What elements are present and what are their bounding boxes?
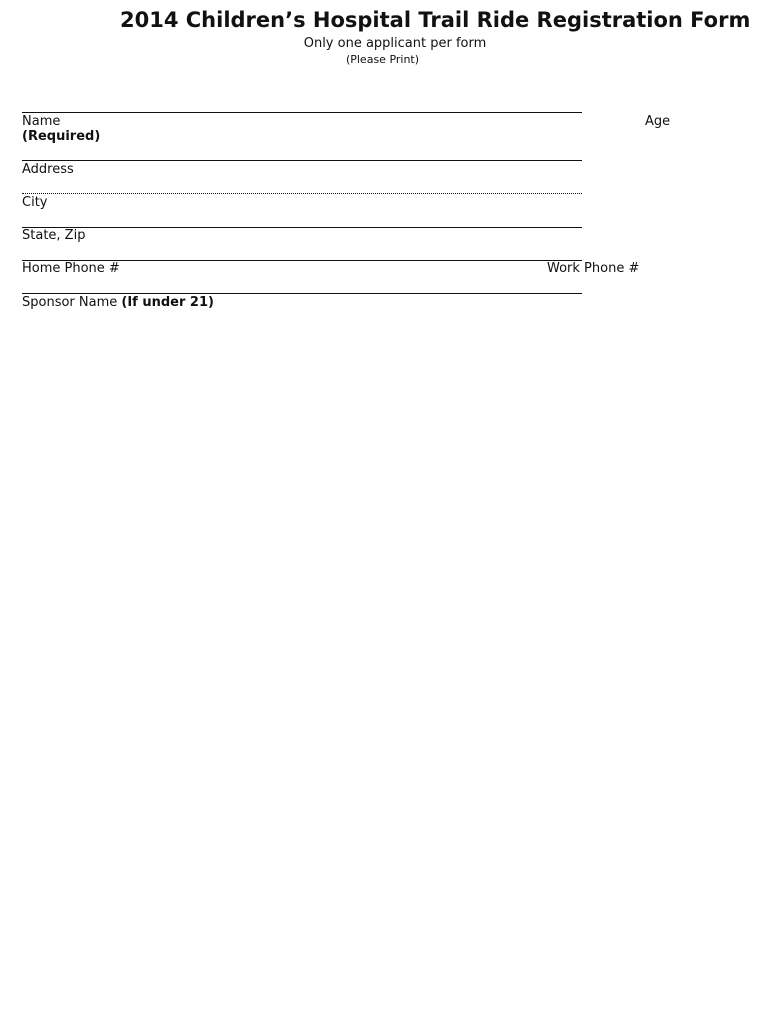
name-label: Name [22,114,61,129]
sponsor-label-group [22,295,214,310]
address-label: Address [22,162,74,177]
sponsor-condition: (If under 21) [121,295,214,310]
state-zip-label: State, Zip [22,228,86,243]
home-phone-label: Home Phone # [22,261,120,276]
address-line[interactable] [22,160,582,161]
form-title: 2014 Children’s Hospital Trail Ride Registration Form [120,8,751,32]
work-phone-label: Work Phone # [547,261,640,276]
state-zip-line[interactable] [22,227,582,228]
name-line[interactable] [22,112,582,113]
print-note: (Please Print) [345,53,420,66]
sponsor-line[interactable] [22,293,582,294]
city-label: City [22,195,48,210]
form-subtitle: Only one applicant per form [303,36,487,51]
age-label: Age [645,114,671,129]
city-line[interactable] [22,193,582,194]
sponsor-label: Sponsor Name [22,295,118,310]
name-required-note: (Required) [22,129,101,144]
